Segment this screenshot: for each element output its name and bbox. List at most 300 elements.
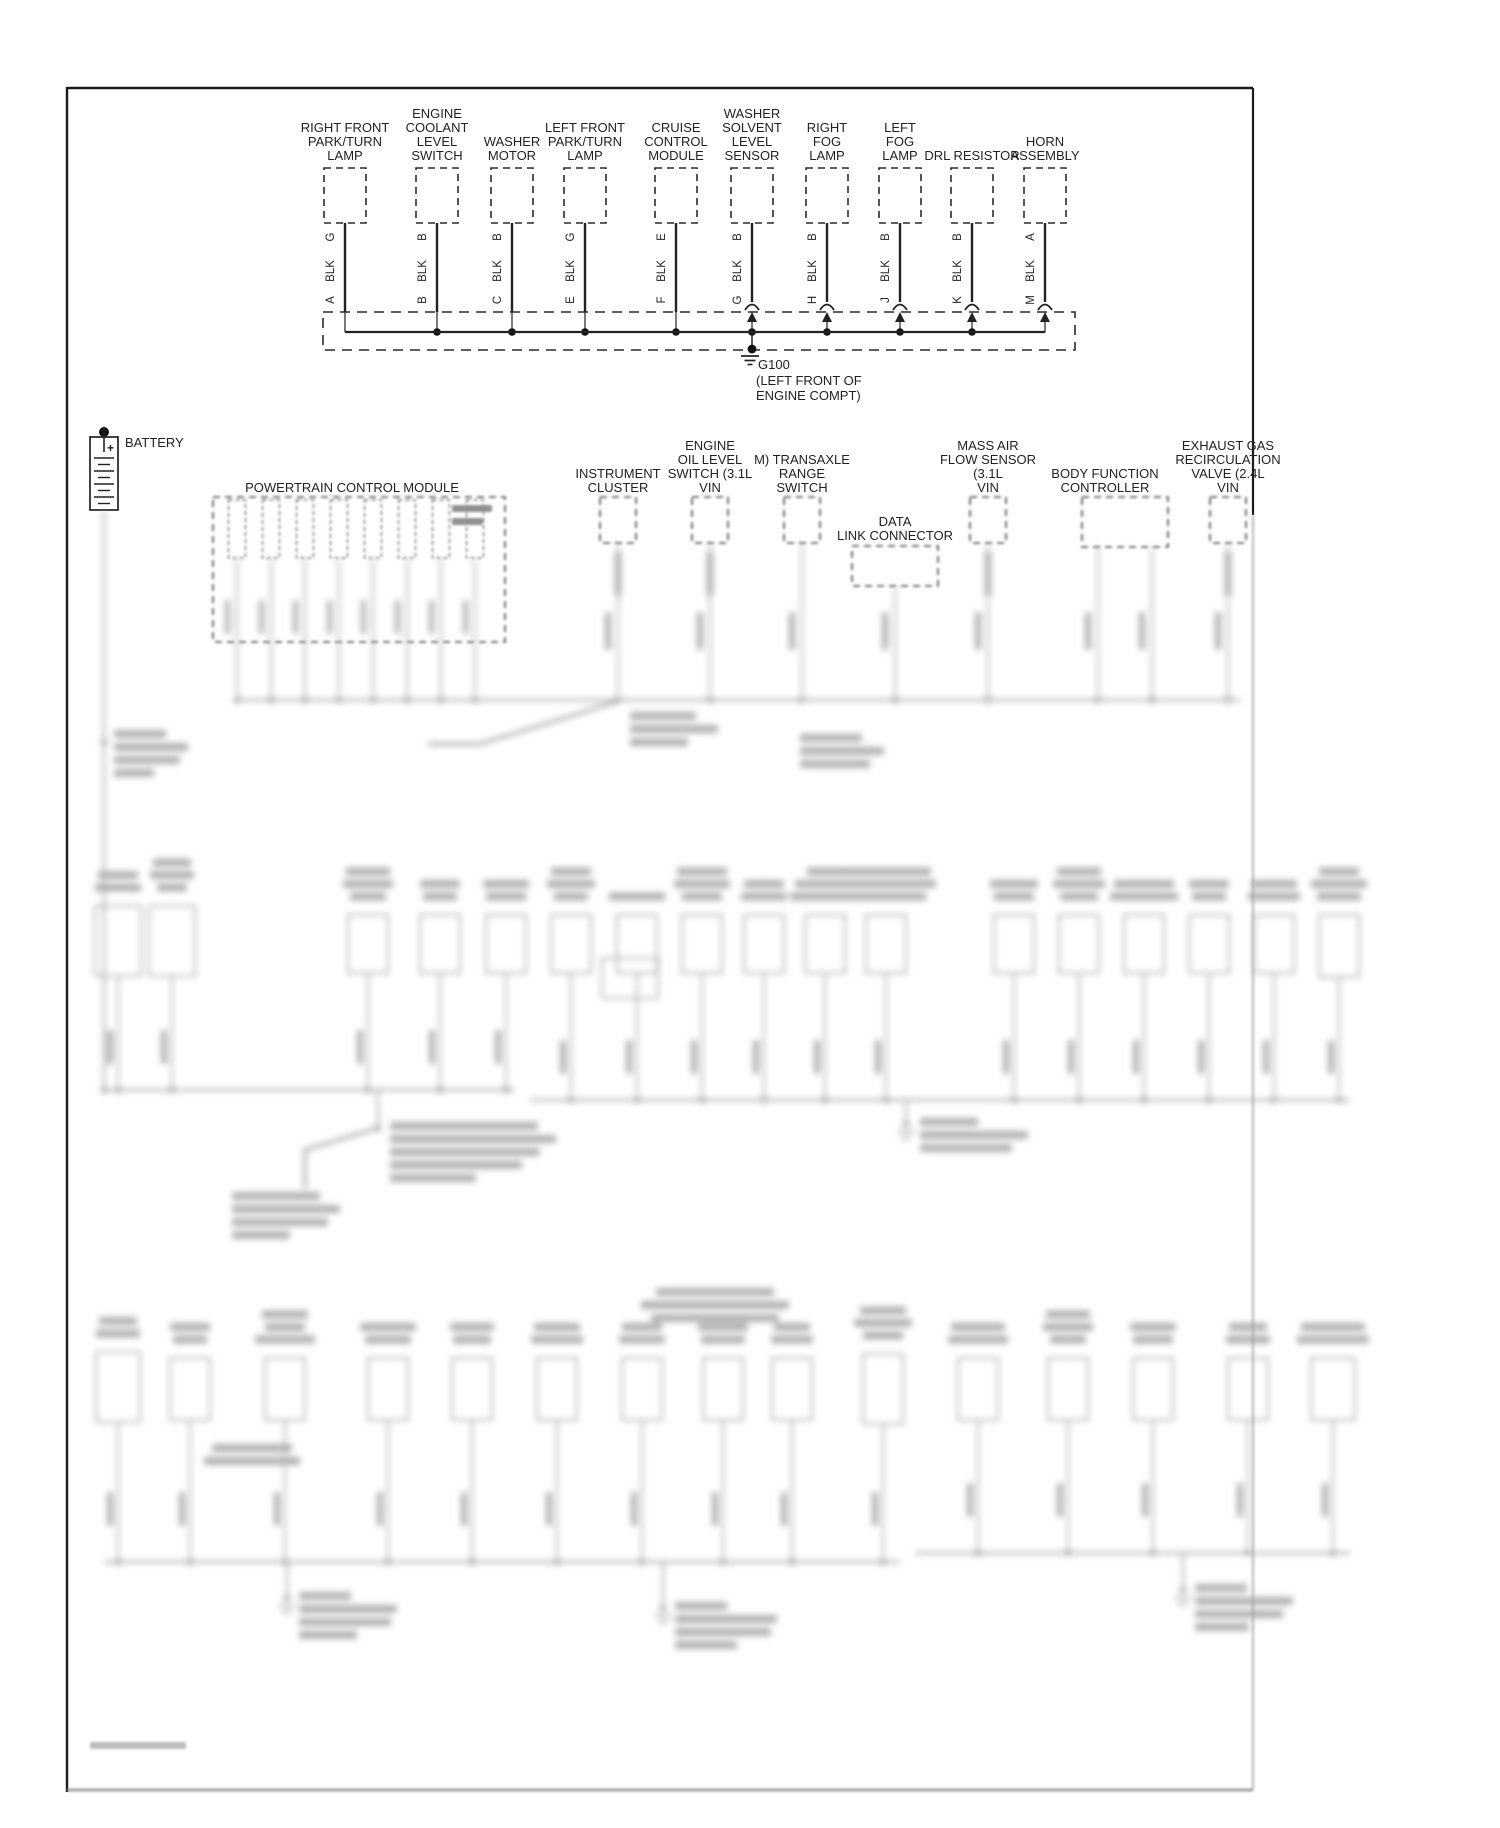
blurred-component-box xyxy=(958,1358,998,1420)
blurred-text xyxy=(1057,868,1101,876)
component-dashed-box xyxy=(1024,168,1066,223)
blurred-wire-label xyxy=(1322,1483,1328,1517)
blurred-text xyxy=(534,1323,580,1331)
blurred-text xyxy=(232,1205,340,1213)
connector-arc xyxy=(965,305,979,311)
blurred-wire-label xyxy=(461,1492,467,1526)
blurred-text xyxy=(299,1631,357,1639)
blurred-text xyxy=(863,1332,903,1340)
blurred-component-box xyxy=(1059,915,1099,973)
pin-top-label: B xyxy=(952,233,964,241)
blurred-component-box xyxy=(170,1358,210,1420)
blurred-text xyxy=(675,1602,727,1610)
pin-top-label: G xyxy=(565,232,577,242)
blurred-junction-dot xyxy=(101,739,108,746)
blurred-text xyxy=(1053,880,1105,888)
component-label-line: CONTROL xyxy=(644,134,708,149)
component-dashed-box xyxy=(416,168,458,223)
pcm-connector-stub xyxy=(433,500,450,558)
blurred-text xyxy=(150,871,194,879)
row2-component-label xyxy=(940,438,1036,495)
blurred-junction-dot xyxy=(903,1121,910,1128)
blurred-text xyxy=(774,1323,810,1331)
blurred-junction-dot xyxy=(1180,1587,1187,1594)
component-label-line: ENGINE xyxy=(412,106,462,121)
component-label-line: RANGE xyxy=(778,466,826,481)
component-label-line: SWITCH xyxy=(411,148,463,163)
top-component xyxy=(1010,134,1079,332)
component-label-line: SWITCH (3.1L xyxy=(667,466,753,481)
row2-dashed-box xyxy=(852,546,938,586)
blurred-component-box xyxy=(805,915,845,973)
pin-bottom-label: M xyxy=(1025,295,1037,305)
blurred-watermark xyxy=(90,1742,186,1749)
blurred-text xyxy=(98,871,138,879)
blurred-text xyxy=(619,1336,665,1344)
blurred-inline-connector xyxy=(615,552,622,596)
component-dashed-box xyxy=(324,168,366,223)
blurred-component-box xyxy=(617,915,657,973)
blurred-text xyxy=(920,1118,978,1126)
row2-dashed-box xyxy=(692,497,728,543)
blurred-text xyxy=(390,1161,522,1169)
blurred-text xyxy=(360,1323,416,1331)
blurred-wire-label xyxy=(1215,612,1221,650)
blurred-text xyxy=(656,1288,774,1296)
row2-dashed-box xyxy=(1210,497,1246,543)
blurred-text xyxy=(204,1457,300,1465)
component-label-line: HORN xyxy=(1025,134,1065,149)
connector-arc xyxy=(745,305,759,311)
blurred-wire-label xyxy=(560,1040,566,1074)
row2-dashed-box xyxy=(784,497,820,543)
component-dashed-box xyxy=(491,168,533,223)
blurred-text xyxy=(299,1618,391,1626)
component-label-line: OIL LEVEL xyxy=(677,452,743,467)
component-label-line: MASS AIR xyxy=(957,438,1019,453)
blurred-text xyxy=(675,1628,771,1636)
component-label-line: FOG xyxy=(885,134,915,149)
component-label-line: RIGHT xyxy=(806,120,848,135)
blurred-text xyxy=(531,1336,583,1344)
component-label-line: WASHER xyxy=(483,134,541,149)
blurred-text xyxy=(1195,1610,1283,1618)
blurred-text xyxy=(860,1307,906,1315)
blurred-text xyxy=(232,1231,290,1239)
blurred-text xyxy=(771,1336,813,1344)
component-label-line: WASHER xyxy=(723,106,781,121)
component-label-line: DRL RESISTOR xyxy=(924,148,1020,163)
pin-bottom-label: J xyxy=(880,297,892,303)
blurred-text xyxy=(255,1336,315,1344)
blurred-inline-connector xyxy=(707,552,714,596)
blurred-wire-label xyxy=(327,600,332,634)
row2-component-label xyxy=(575,466,660,495)
blurred-text xyxy=(920,1144,1012,1152)
blurred-text xyxy=(836,880,936,888)
connector-arrow-icon xyxy=(1040,312,1050,322)
row2-component-label xyxy=(837,514,953,543)
blurred-text xyxy=(390,1135,556,1143)
blurred-component-box xyxy=(602,958,658,998)
blurred-text xyxy=(1114,880,1174,888)
wire-color-label: BLK xyxy=(492,260,504,282)
component-label-line: INSTRUMENT xyxy=(575,466,661,481)
component-label-line: LAMP xyxy=(327,148,363,163)
blurred-wire-label xyxy=(872,1492,878,1526)
blurred-text xyxy=(170,1323,210,1331)
blurred-text xyxy=(807,868,843,876)
blurred-text xyxy=(800,760,870,768)
blurred-wire-label xyxy=(712,1492,718,1526)
component-label-line: CLUSTER xyxy=(587,480,649,495)
blurred-text xyxy=(1192,893,1226,901)
connector-arc xyxy=(893,305,907,311)
blurred-component-box xyxy=(486,915,526,973)
blurred-component-box xyxy=(1124,915,1164,973)
top-component xyxy=(722,106,782,336)
blurred-text xyxy=(390,1122,538,1130)
blurred-component-box xyxy=(1254,915,1294,973)
pin-top-label: B xyxy=(807,233,819,241)
row2-dashed-box xyxy=(970,497,1006,543)
row2-component-label xyxy=(245,480,459,495)
component-label-line: LINK CONNECTOR xyxy=(836,528,954,543)
blurred-inline-connector xyxy=(985,552,992,596)
pin-bottom-label: H xyxy=(807,295,819,305)
blurred-splice-run xyxy=(305,1128,378,1188)
blurred-text xyxy=(452,505,492,512)
pin-top-label: A xyxy=(1025,233,1037,241)
blurred-wire-label xyxy=(225,600,230,634)
blurred-text xyxy=(99,1317,137,1325)
component-label-line: SOLVENT xyxy=(722,120,782,135)
blurred-text xyxy=(299,1605,397,1613)
blurred-text xyxy=(452,518,483,525)
component-label-line: DATA xyxy=(878,514,912,529)
blurred-wire-label xyxy=(781,1492,787,1526)
row2-component-label xyxy=(754,452,850,495)
component-label-line: RECIRCULATION xyxy=(1175,452,1281,467)
blurred-text xyxy=(994,893,1034,901)
row2-component-label xyxy=(1175,438,1280,495)
blurred-text xyxy=(630,738,688,746)
pin-top-label: E xyxy=(656,233,668,241)
component-label-line: VALVE (2.4L xyxy=(1191,466,1265,481)
pcm-connector-stub xyxy=(365,500,382,558)
blurred-wire-label xyxy=(357,1030,363,1064)
blurred-wire-label xyxy=(274,1492,280,1526)
blurred-wire-label xyxy=(753,1040,759,1074)
blurred-text xyxy=(1195,1597,1293,1605)
blurred-component-box xyxy=(537,1358,577,1420)
blurred-text xyxy=(1248,893,1300,901)
blurred-component-box xyxy=(348,915,388,973)
component-label-line: FOG xyxy=(812,134,842,149)
blurred-wire-label xyxy=(1003,1040,1009,1074)
blurred-component-box xyxy=(149,906,195,976)
blurred-text xyxy=(153,859,191,867)
pcm-connector-stub xyxy=(331,500,348,558)
connector-arrow-icon xyxy=(967,312,977,322)
g100-id-label: G100 xyxy=(758,357,790,372)
pin-top-label: B xyxy=(492,233,504,241)
blurred-text xyxy=(232,1192,320,1200)
blurred-text xyxy=(651,1314,779,1322)
pin-top-label: B xyxy=(732,233,744,241)
blurred-text xyxy=(846,893,926,901)
battery-cells xyxy=(94,458,114,504)
component-label-line: SENSOR xyxy=(724,148,780,163)
connector-arrow-icon xyxy=(747,312,757,322)
top-component-row xyxy=(301,106,1080,336)
blurred-wire-label xyxy=(377,1492,383,1526)
blurred-component-box xyxy=(622,1358,662,1420)
component-label-line: ENGINE xyxy=(685,438,735,453)
blurred-text xyxy=(173,1336,207,1344)
blurred-wire-label xyxy=(967,1483,973,1517)
pin-top-label: G xyxy=(325,232,337,242)
component-label-line: LAMP xyxy=(809,148,845,163)
pin-bottom-label: E xyxy=(565,296,577,304)
wire-color-label: BLK xyxy=(807,260,819,282)
blurred-text xyxy=(265,1323,305,1331)
top-component xyxy=(806,120,848,336)
blurred-text xyxy=(800,747,884,755)
blurred-diagram-layer xyxy=(95,510,1369,1649)
pin-top-label: B xyxy=(417,233,429,241)
blurred-component-box xyxy=(863,1354,903,1424)
blurred-text xyxy=(990,880,1038,888)
connector-arc xyxy=(820,305,834,311)
blurred-text xyxy=(1195,1584,1247,1592)
blurred-wire-label xyxy=(626,1040,632,1074)
pin-top-label: B xyxy=(880,233,892,241)
connector-arrow-icon xyxy=(895,312,905,322)
ground-g100 xyxy=(741,332,862,403)
blurred-component-box xyxy=(1048,1358,1088,1420)
component-label-line: LEVEL xyxy=(416,134,458,149)
component-label-line: VIN xyxy=(1217,480,1239,495)
pin-bottom-label: C xyxy=(492,295,504,305)
blurred-text xyxy=(1133,1336,1173,1344)
soft-blur-layer xyxy=(67,497,1253,1790)
blurred-component-box xyxy=(1311,1358,1355,1420)
blurred-wire-label xyxy=(882,612,888,650)
blurred-component-box xyxy=(682,915,722,973)
component-label-line: SWITCH xyxy=(776,480,828,495)
component-label-line: COOLANT xyxy=(405,120,469,135)
component-dashed-box xyxy=(951,168,993,223)
blurred-text xyxy=(744,880,784,888)
component-label-line: BODY FUNCTION xyxy=(1051,466,1159,481)
blurred-wire-label xyxy=(697,612,703,650)
component-label-line: POWERTRAIN CONTROL MODULE xyxy=(245,480,459,495)
pcm-connector-stub xyxy=(399,500,416,558)
blurred-text xyxy=(677,868,727,876)
blurred-wire-label xyxy=(1085,612,1091,650)
blurred-text xyxy=(701,1336,745,1344)
blurred-component-box xyxy=(866,915,906,973)
blurred-wire-label xyxy=(179,1492,185,1526)
blurred-component-box xyxy=(703,1358,743,1420)
component-label-line: LEVEL xyxy=(731,134,773,149)
component-label-line: M) TRANSAXLE xyxy=(754,452,850,467)
wire-color-label: BLK xyxy=(880,260,892,282)
blurred-text xyxy=(420,880,460,888)
row2-dashed-box xyxy=(600,497,636,543)
wire-color-label: BLK xyxy=(732,260,744,282)
blurred-wire-label xyxy=(1263,1040,1269,1074)
component-label-line: FLOW SENSOR xyxy=(939,452,1037,467)
blurred-text xyxy=(1060,893,1098,901)
top-component xyxy=(301,120,390,332)
battery-plus-sign: + xyxy=(107,441,115,455)
pin-bottom-label: F xyxy=(656,296,668,304)
blurred-wire-label xyxy=(495,1030,501,1064)
blurred-text xyxy=(1229,1323,1267,1331)
wire-color-label: BLK xyxy=(656,260,668,282)
blurred-text xyxy=(698,1323,748,1331)
component-label-line: LAMP xyxy=(882,148,918,163)
blurred-component-box xyxy=(994,915,1034,973)
wire-color-label: BLK xyxy=(952,260,964,282)
component-label-line: CRUISE xyxy=(651,120,701,135)
blurred-text xyxy=(554,893,588,901)
g100-location-line1: (LEFT FRONT OF xyxy=(756,373,862,388)
blurred-text xyxy=(641,1301,789,1309)
top-component xyxy=(879,120,921,336)
pin-bottom-label: K xyxy=(952,296,964,304)
blurred-wire-label xyxy=(631,1492,637,1526)
blurred-wire-label xyxy=(429,600,434,634)
component-label-line: VIN xyxy=(977,480,999,495)
pcm-connector-stub xyxy=(297,500,314,558)
blurred-wire-label xyxy=(361,600,366,634)
blurred-text xyxy=(1311,880,1367,888)
wire-color-label: BLK xyxy=(1025,260,1037,282)
blurred-wire-label xyxy=(875,1040,881,1074)
blurred-component-box xyxy=(772,1358,812,1420)
blurred-text xyxy=(1046,1311,1090,1319)
wire-color-label: BLK xyxy=(417,260,429,282)
blurred-text xyxy=(350,893,386,901)
blurred-component-box xyxy=(744,915,784,973)
component-dashed-box xyxy=(655,168,697,223)
blurred-text xyxy=(920,1131,1028,1139)
blurred-wire-label xyxy=(1057,1483,1063,1517)
blurred-text xyxy=(1043,1323,1093,1331)
blurred-wire-label xyxy=(293,600,298,634)
blurred-text xyxy=(630,712,696,720)
blurred-text xyxy=(1110,893,1178,901)
wire-color-label: BLK xyxy=(565,260,577,282)
blurred-component-box xyxy=(368,1358,408,1420)
top-component xyxy=(924,148,1019,336)
blurred-text xyxy=(741,893,787,901)
pcm-connector-stub xyxy=(263,500,280,558)
blurred-text xyxy=(854,1319,912,1327)
component-label-line: PARK/TURN xyxy=(547,134,623,149)
blurred-wire-label xyxy=(1237,1483,1243,1517)
blurred-wire-label xyxy=(1133,1040,1139,1074)
blurred-text xyxy=(1050,1336,1086,1344)
blurred-text xyxy=(453,1336,491,1344)
blurred-text xyxy=(212,1444,292,1452)
component-dashed-box xyxy=(879,168,921,223)
component-label-line: EXHAUST GAS xyxy=(1181,438,1275,453)
g100-location-line2: ENGINE COMPT) xyxy=(756,388,861,403)
blurred-wire-label xyxy=(161,1030,167,1064)
top-component xyxy=(644,120,708,336)
component-label-line: ASSEMBLY xyxy=(1010,148,1080,163)
top-component xyxy=(484,134,541,336)
g100-junction-dot xyxy=(748,345,757,354)
blurred-text xyxy=(1301,1323,1365,1331)
blurred-text xyxy=(114,730,166,738)
top-component xyxy=(545,120,625,336)
blurred-text xyxy=(114,743,188,751)
blurred-text xyxy=(346,868,390,876)
blurred-component-box xyxy=(420,915,460,973)
component-label-line: LEFT FRONT xyxy=(545,120,625,135)
blurred-text xyxy=(800,734,862,742)
blurred-wire-label xyxy=(605,612,611,650)
blurred-wire-label xyxy=(107,1030,113,1064)
blurred-text xyxy=(609,893,665,901)
blurred-component-box xyxy=(1228,1358,1268,1420)
blurred-text xyxy=(948,1336,1008,1344)
component-label-line: LAMP xyxy=(567,148,603,163)
component-label-line: VIN xyxy=(699,480,721,495)
blurred-wire-label xyxy=(789,612,795,650)
blurred-text xyxy=(486,893,526,901)
component-label-line: MOTOR xyxy=(487,148,537,163)
blurred-component-box xyxy=(551,915,591,973)
blurred-text xyxy=(1195,1623,1249,1631)
row2-component-labels xyxy=(245,438,1281,543)
blurred-text xyxy=(551,868,591,876)
blurred-wire-label xyxy=(814,1040,820,1074)
pin-bottom-label: A xyxy=(325,296,337,304)
blurred-text xyxy=(682,893,722,901)
blurred-component-box xyxy=(452,1358,492,1420)
blurred-text xyxy=(114,769,154,777)
blurred-wire-label xyxy=(429,1030,435,1064)
component-dashed-box xyxy=(731,168,773,223)
blurred-splice-run xyxy=(428,702,616,744)
blurred-component-box xyxy=(1319,915,1359,977)
blurred-component-box xyxy=(265,1358,305,1420)
blurred-text xyxy=(674,880,730,888)
blurred-text xyxy=(1130,1323,1176,1331)
blurred-junction-dot xyxy=(284,1595,291,1602)
blurred-text xyxy=(450,1323,494,1331)
blurred-text xyxy=(390,1174,476,1182)
blurred-text xyxy=(95,884,141,892)
battery-symbol xyxy=(90,427,184,510)
blurred-text xyxy=(1251,880,1297,888)
blurred-text xyxy=(951,1323,1005,1331)
blurred-component-box xyxy=(95,906,141,976)
blurred-wire-label xyxy=(259,600,264,634)
blurred-text xyxy=(96,1330,140,1338)
blurred-text xyxy=(232,1218,328,1226)
blurred-text xyxy=(299,1592,351,1600)
blurred-wire-label xyxy=(1328,1040,1334,1074)
blurred-wire-label xyxy=(975,612,981,650)
blurred-component-box xyxy=(96,1352,140,1422)
